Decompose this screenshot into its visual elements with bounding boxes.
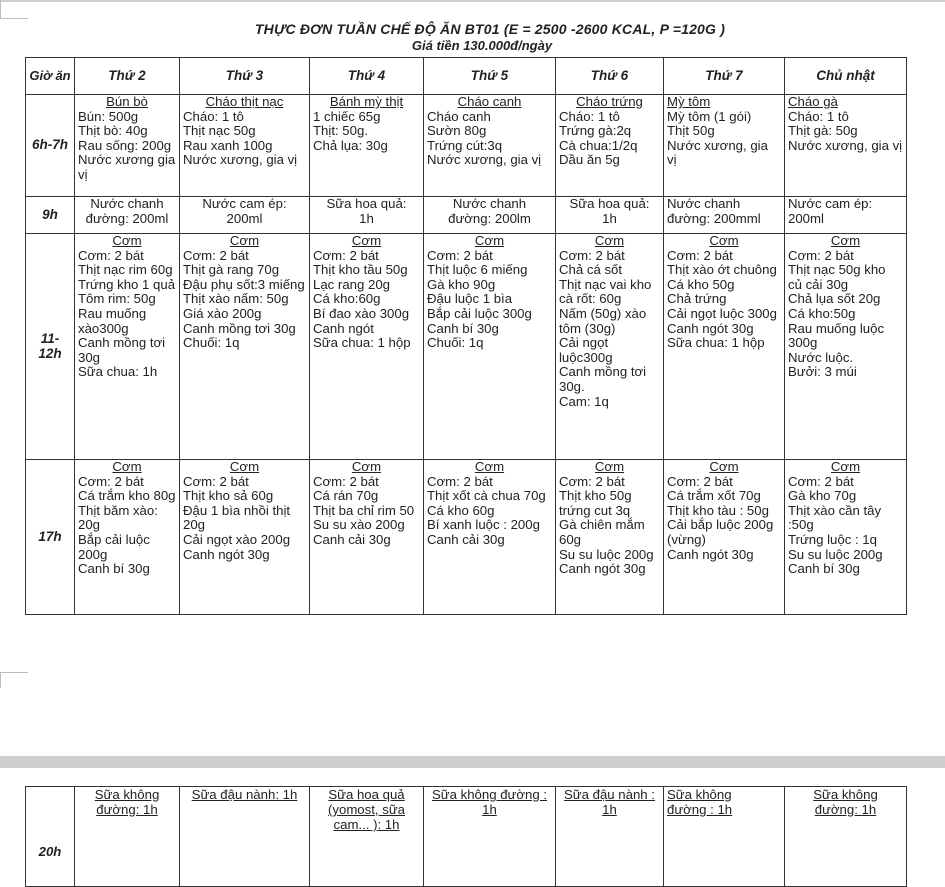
menu-item: Trứng gà:2q — [559, 123, 632, 139]
menu-item: Gà kho 90g — [427, 276, 496, 292]
header-day: Thứ 5 — [424, 58, 556, 95]
menu-item: Cá kho:60g — [313, 291, 381, 307]
menu-item: Cháo: 1 tô — [183, 108, 244, 124]
menu-subtitle: Giá tiền 130.000đ/ngày — [411, 38, 553, 53]
menu-cell — [785, 234, 907, 460]
dish-name: Cơm — [229, 459, 260, 474]
menu-item: Canh ngót 30g — [559, 561, 646, 577]
menu-item: Cá trắm xốt 70g — [667, 488, 761, 504]
dish-name: Cơm — [709, 233, 739, 248]
menu-cell — [75, 460, 180, 615]
menu-item: Cá trắm kho 80g — [78, 488, 176, 504]
menu-item: Canh cải 30g — [313, 531, 391, 547]
menu-cell — [180, 234, 310, 460]
menu-item: Bí đao xào 300g — [313, 305, 410, 321]
menu-item: Thịt xào nấm: 50g — [183, 291, 289, 307]
menu-item: Chuối: 1q — [183, 335, 240, 351]
menu-item: Cá kho 50g — [667, 276, 735, 292]
menu-item: Sữa chua: 1 hộp — [667, 335, 765, 351]
menu-item: đường: 200mml — [667, 210, 761, 226]
menu-cell — [310, 95, 424, 197]
dish-name: Cơm — [474, 233, 505, 248]
menu-item: Trứng kho 1 quả — [78, 276, 176, 292]
meal-time: 17h — [26, 460, 75, 615]
menu-item: Sữa không — [94, 787, 160, 802]
meal-row-dinner — [26, 460, 907, 615]
menu-cell — [664, 787, 785, 887]
menu-cell — [785, 95, 907, 197]
menu-item: 1 chiếc 65g — [313, 108, 381, 124]
menu-item: Chả cá sốt — [559, 262, 623, 278]
menu-item: Cơm: 2 bát — [788, 473, 854, 489]
menu-item: Canh ngót 30g — [667, 320, 754, 336]
menu-item: Sữa đậu nành : — [564, 787, 655, 802]
menu-cell — [180, 460, 310, 615]
menu-item: Cơm: 2 bát — [183, 247, 249, 263]
menu-item: Rau muống xào300g — [78, 305, 147, 336]
menu-item: 200ml — [788, 210, 824, 226]
menu-cell — [664, 460, 785, 615]
header-day: Chủ nhật — [785, 58, 907, 95]
menu-item: Chuối: 1q — [427, 335, 484, 351]
menu-cell — [785, 460, 907, 615]
menu-item: Cơm: 2 bát — [313, 473, 379, 489]
menu-item: Cơm: 2 bát — [788, 247, 854, 263]
menu-item: Cam: 1q — [559, 393, 609, 409]
menu-item: Nước chanh — [90, 196, 164, 211]
menu-cell — [556, 460, 664, 615]
menu-item: Cơm: 2 bát — [427, 247, 493, 263]
dish-name: Cháo trứng — [576, 94, 643, 109]
menu-item: Bắp cải luộc 300g — [427, 305, 532, 321]
menu-item: Cá rán 70g — [313, 488, 379, 504]
menu-item: Sườn 80g — [427, 123, 487, 139]
menu-item: Sữa hoa quả — [328, 787, 405, 802]
menu-item: Cơm: 2 bát — [667, 247, 733, 263]
menu-cell — [785, 787, 907, 887]
header-day: Thứ 6 — [556, 58, 664, 95]
menu-item: Bắp cải luộc 200g — [78, 531, 150, 562]
menu-item: Thịt bò: 40g — [78, 123, 148, 139]
menu-item: Canh mồng tơi 30g — [183, 320, 296, 336]
menu-cell — [180, 95, 310, 197]
menu-item: Cơm: 2 bát — [559, 473, 625, 489]
menu-item: Su su luộc 200g — [559, 546, 654, 562]
menu-item: 1h — [602, 802, 617, 817]
menu-item: Nước luộc. — [788, 349, 854, 365]
menu-item: Dầu ăn 5g — [559, 152, 620, 168]
menu-item: Đậu 1 bìa nhồi thịt 20g — [183, 502, 291, 533]
menu-item: Thịt luộc 6 miếng — [427, 262, 528, 278]
menu-item: Nước xương gia vị — [78, 152, 176, 182]
menu-item: Canh cải 30g — [427, 531, 505, 547]
dish-name: Cơm — [474, 459, 505, 474]
dish-name: Cơm — [112, 233, 142, 248]
menu-cell — [556, 234, 664, 460]
menu-item: Cơm: 2 bát — [559, 247, 625, 263]
menu-item: Nước xương, gia vị — [667, 137, 768, 168]
menu-item: Canh mồng tơi 30g. — [559, 364, 647, 394]
menu-cell — [180, 787, 310, 887]
menu-item: Cơm: 2 bát — [183, 473, 249, 489]
menu-cell — [664, 197, 785, 234]
meal-time: 9h — [26, 197, 75, 234]
dish-name: Cơm — [351, 233, 382, 248]
menu-item: Thịt xốt cà chua 70g — [427, 488, 546, 504]
menu-item: Thịt gà: 50g — [788, 123, 858, 139]
menu-item: 1h — [359, 210, 374, 226]
dish-name: Cơm — [830, 233, 861, 248]
menu-item: Canh bí 30g — [788, 561, 860, 577]
menu-item: Canh ngót 30g — [667, 546, 754, 562]
menu-item: Nước cam ép: — [788, 196, 873, 211]
menu-item: Canh mồng tơi 30g — [78, 335, 166, 365]
menu-item: Tôm rim: 50g — [78, 291, 156, 307]
menu-item: Canh bí 30g — [427, 320, 499, 336]
menu-item: 1h — [602, 210, 617, 226]
menu-item: Mỳ tôm (1 gói) — [667, 108, 752, 124]
menu-item: Thịt xào ớt chuông — [667, 262, 777, 278]
menu-item: 1h — [482, 802, 497, 817]
menu-item: Chả lụa sốt 20g — [788, 291, 881, 307]
dish-name: Cơm — [594, 233, 625, 248]
menu-cell — [310, 234, 424, 460]
menu-cell — [75, 197, 180, 234]
menu-item: Thịt xào cần tây :50g — [788, 502, 882, 533]
dish-name: Cháo canh — [457, 94, 522, 109]
menu-item: Giá xào 200g — [183, 305, 262, 321]
menu-cell — [75, 234, 180, 460]
menu-item: Thịt 50g — [667, 123, 715, 139]
menu-item: Cá kho:50g — [788, 305, 856, 321]
menu-item: Sữa chua: 1h — [78, 364, 158, 380]
dish-name: Cháo thịt nạc — [205, 94, 284, 109]
menu-item: Trứng cút:3q — [427, 137, 503, 153]
menu-item: Gà chiên mắm 60g — [559, 517, 645, 547]
menu-item: Nước cam ép: — [202, 196, 287, 211]
menu-cell — [75, 787, 180, 887]
page-top-border — [0, 0, 945, 2]
meal-time: 11-12h — [26, 234, 75, 460]
menu-cell — [180, 197, 310, 234]
meal-row-snack-morning — [26, 197, 907, 234]
menu-item: Nước xương, gia vị — [427, 152, 542, 168]
menu-item: 200ml — [226, 210, 263, 226]
menu-item: đường: 200ml — [85, 210, 169, 226]
menu-item: Thịt nạc vai kho cà rốt: 60g — [559, 276, 652, 307]
menu-item: Thịt kho tàu : 50g — [667, 502, 769, 518]
menu-item: Lạc rang 20g — [313, 276, 390, 292]
header-day: Thứ 7 — [664, 58, 785, 95]
menu-item: Sữa chua: 1 hộp — [313, 335, 411, 351]
menu-item: Rau sống: 200g — [78, 137, 172, 153]
menu-item: đường: 1h — [96, 802, 158, 817]
menu-item: Bún: 500g — [78, 108, 139, 124]
menu-item: (yomost, sữa — [328, 802, 405, 817]
dish-name: Cơm — [229, 233, 260, 248]
dish-name: Cơm — [112, 459, 142, 474]
meal-row-breakfast — [26, 95, 907, 197]
menu-item: Sữa không — [813, 787, 878, 802]
menu-cell — [424, 95, 556, 197]
menu-item: cam... ): 1h — [333, 817, 400, 832]
menu-item: Cải ngọt xào 200g — [183, 531, 291, 547]
page-corner-mark — [0, 672, 28, 688]
dish-name: Cơm — [594, 459, 625, 474]
header-day: Thứ 3 — [180, 58, 310, 95]
menu-item: Thịt kho 50g trứng cut 3q — [559, 488, 632, 518]
menu-item: Nước xương, gia vị — [788, 137, 903, 153]
menu-item: Sữa hoa quả: — [326, 196, 407, 211]
menu-item: Canh bí 30g — [78, 561, 150, 577]
menu-item: Cháo: 1 tô — [788, 108, 849, 124]
menu-item: Thịt gà rang 70g — [183, 262, 280, 278]
menu-item: Nước chanh — [452, 196, 527, 211]
menu-cell — [664, 234, 785, 460]
menu-cell — [310, 787, 424, 887]
menu-item: Nước xương, gia vị — [183, 152, 298, 168]
page-corner-mark — [0, 0, 28, 19]
menu-cell — [310, 460, 424, 615]
menu-item: Thịt kho sả 60g — [183, 488, 274, 504]
menu-item: đường: 1h — [814, 802, 877, 817]
menu-item: Bưởi: 3 múi — [788, 364, 857, 380]
menu-item: Cá kho 60g — [427, 502, 495, 518]
menu-item: Rau xanh 100g — [183, 137, 273, 153]
menu-item: Chả lụa: 30g — [313, 137, 388, 153]
dish-name: Bún bò — [106, 94, 148, 109]
menu-cell — [424, 787, 556, 887]
meal-row-lunch — [26, 234, 907, 460]
menu-item: Thịt ba chỉ rim 50 — [313, 502, 415, 518]
menu-item: Cơm: 2 bát — [427, 473, 493, 489]
menu-item: Canh ngót — [313, 320, 374, 336]
menu-item: Cơm: 2 bát — [78, 247, 144, 263]
menu-item: Thịt nạc 50g kho củ cải 30g — [788, 262, 886, 292]
meal-time: 20h — [26, 787, 75, 887]
menu-cell — [785, 197, 907, 234]
menu-cell — [75, 95, 180, 197]
menu-item: Su su luộc 200g — [788, 546, 883, 562]
dish-name: Cơm — [351, 459, 382, 474]
meal-row-evening — [26, 787, 907, 887]
menu-item: Nước chanh — [667, 196, 741, 211]
menu-item: Chả trứng — [667, 291, 727, 307]
menu-cell — [424, 234, 556, 460]
dish-name: Bánh mỳ thịt — [329, 94, 404, 109]
dish-name: Cơm — [709, 459, 739, 474]
header-day: Thứ 2 — [75, 58, 180, 95]
header-time: Giờ ăn — [26, 58, 75, 95]
menu-item: Cơm: 2 bát — [78, 473, 144, 489]
menu-item: Cơm: 2 bát — [667, 473, 733, 489]
menu-item: Sữa không đường : — [431, 787, 548, 802]
menu-item: Thịt nạc rim 60g — [78, 262, 173, 278]
menu-item: Cháo canh — [427, 108, 491, 124]
menu-cell — [424, 197, 556, 234]
menu-item: Đậu luộc 1 bìa — [427, 291, 513, 307]
menu-item: Cải ngọt luộc 300g — [667, 305, 777, 321]
menu-item: Rau muống luộc 300g — [788, 320, 885, 351]
menu-item: Thịt băm xào: 20g — [78, 502, 158, 533]
header-day: Thứ 4 — [310, 58, 424, 95]
page-break-bar — [0, 756, 945, 768]
menu-title: THỰC ĐƠN TUẦN CHẾ ĐỘ ĂN BT01 (E = 2500 -2600 KCAL, P =120G ) — [254, 21, 726, 37]
menu-item: Su su xào 200g — [313, 517, 405, 533]
menu-cell — [556, 95, 664, 197]
menu-item: Sữa hoa quả: — [569, 196, 650, 211]
menu-cell — [310, 197, 424, 234]
menu-item: Cháo: 1 tô — [559, 108, 620, 124]
menu-item: Cải bắp luộc 200g (vừng) — [667, 517, 774, 547]
menu-cell — [664, 95, 785, 197]
dish-name: Mỳ tôm — [667, 94, 711, 109]
menu-item: Cơm: 2 bát — [313, 247, 379, 263]
menu-item: Thịt: 50g. — [313, 123, 368, 139]
menu-item: Sữa không — [667, 787, 732, 802]
menu-item: Nấm (50g) xào tôm (30g) — [559, 305, 647, 336]
meal-time: 6h-7h — [26, 95, 75, 197]
menu-item: Sữa đậu nành: 1h — [191, 787, 298, 802]
menu-cell — [424, 460, 556, 615]
menu-item: đường: 200lm — [448, 210, 531, 226]
menu-item: Bí xanh luộc : 200g — [427, 517, 540, 533]
header-row — [26, 58, 907, 95]
menu-item: Cà chua:1/2q — [559, 137, 638, 153]
evening-snack-table — [25, 786, 907, 887]
dish-name: Cháo gà — [788, 94, 838, 109]
menu-item: Trứng luộc : 1q — [788, 531, 877, 547]
menu-item: đường : 1h — [667, 802, 733, 817]
menu-cell — [556, 787, 664, 887]
menu-item: Gà kho 70g — [788, 488, 857, 504]
menu-cell — [556, 197, 664, 234]
weekly-menu-table — [25, 57, 907, 615]
menu-item: Đậu phụ sốt:3 miếng — [183, 276, 305, 292]
menu-item: Thịt nạc 50g — [183, 123, 256, 139]
menu-item: Thịt kho tầu 50g — [313, 262, 408, 278]
menu-item: Cải ngọt luộc300g — [559, 335, 613, 365]
menu-item: Canh ngót 30g — [183, 546, 270, 562]
dish-name: Cơm — [830, 459, 861, 474]
